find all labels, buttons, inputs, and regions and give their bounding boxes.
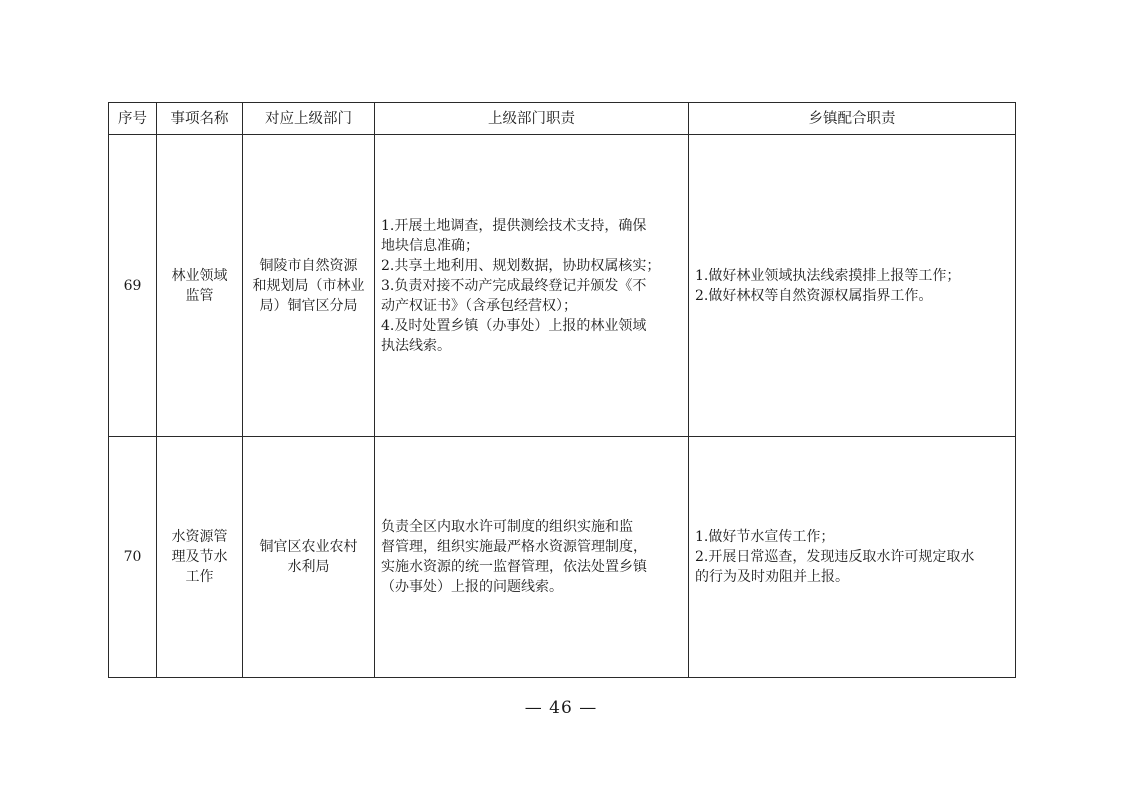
text-line: 2.做好林权等自然资源权属指界工作。	[695, 287, 933, 304]
row-item-name	[157, 135, 243, 437]
text-line: 执法线索。	[381, 337, 451, 354]
page-number: — 46 —	[524, 698, 598, 718]
row-upper-duty	[375, 437, 689, 678]
row-upper-duty	[375, 135, 689, 437]
text-line: 4.及时处置乡镇（办事处）上报的林业领域	[381, 317, 647, 334]
table-row	[109, 135, 1016, 437]
text-line: 水利局	[287, 559, 330, 575]
text-line: （办事处）上报的问题线索。	[381, 579, 563, 595]
text-line: 监管	[185, 287, 214, 304]
text-line: 铜陵市自然资源	[259, 257, 358, 274]
text-line: 1.开展土地调查，提供测绘技术支持，确保	[381, 217, 647, 234]
text-line: 工作	[185, 569, 214, 585]
text-line: 和规划局（市林业	[252, 277, 365, 294]
text-line: 铜官区农业农村	[259, 539, 358, 555]
header-upper-duty: 上级部门职责	[375, 103, 689, 135]
table-row	[109, 437, 1016, 678]
text-line: 的行为及时劝阻并上报。	[695, 569, 849, 585]
row-index: 70	[109, 437, 157, 678]
text-line: 负责全区内取水许可制度的组织实施和监	[381, 519, 633, 535]
header-town-duty: 乡镇配合职责	[689, 103, 1016, 135]
text-line: 局）铜官区分局	[259, 297, 358, 314]
text-line: 2.共享土地利用、规划数据，协助权属核实；	[381, 257, 661, 274]
duty-table	[108, 102, 1016, 678]
row-item-name	[157, 437, 243, 678]
text-line: 实施水资源的统一监督管理，依法处置乡镇	[381, 559, 647, 575]
text-line: 2.开展日常巡查，发现违反取水许可规定取水	[695, 549, 975, 565]
text-line: 3.负责对接不动产完成最终登记并颁发《不	[381, 277, 647, 294]
header-department: 对应上级部门	[243, 103, 375, 135]
header-index: 序号	[109, 103, 157, 135]
row-department	[243, 135, 375, 437]
row-town-duty	[689, 135, 1016, 437]
text-line: 地块信息准确；	[381, 237, 479, 254]
row-department	[243, 437, 375, 678]
text-line: 动产权证书》（含承包经营权）；	[381, 297, 577, 314]
row-index: 69	[109, 135, 157, 437]
text-line: 林业领域	[171, 267, 228, 284]
text-line: 督管理，组织实施最严格水资源管理制度，	[381, 539, 647, 555]
table-header-row	[109, 103, 1016, 135]
row-town-duty	[689, 437, 1016, 678]
text-line: 水资源管	[171, 529, 228, 545]
text-line: 理及节水	[171, 549, 228, 565]
text-line: 1.做好节水宣传工作；	[695, 529, 835, 545]
text-line: 1.做好林业领域执法线索摸排上报等工作；	[695, 267, 961, 284]
header-item-name: 事项名称	[157, 103, 243, 135]
